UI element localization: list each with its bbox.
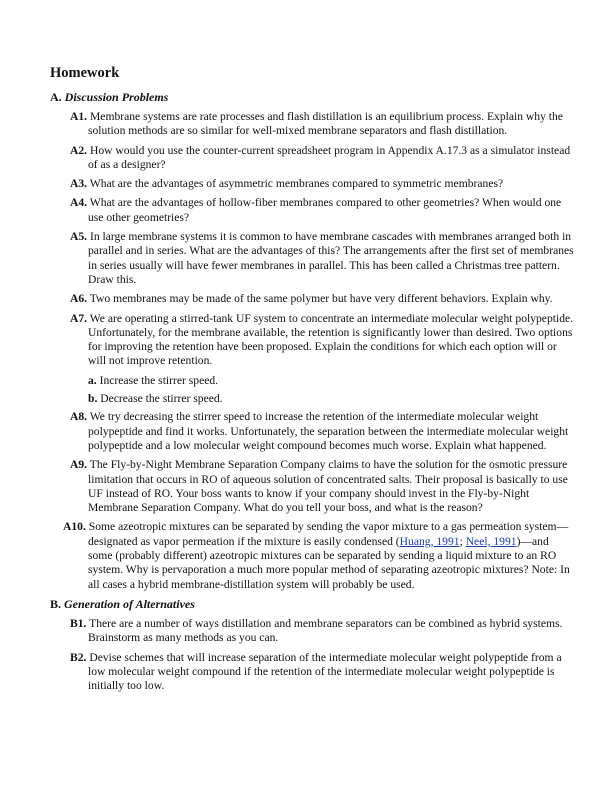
problem-number: A3.	[70, 177, 88, 191]
problem-number: A4.	[70, 196, 88, 210]
problem-number: A10.	[63, 520, 86, 534]
subproblem-a7b	[50, 392, 574, 406]
problem-text: How would you use the counter-current spreadsheet program in Appendix A.17.3 as a simulator instead of as a designer?	[88, 143, 571, 171]
problem-number: A9.	[70, 458, 88, 472]
problem-text: The Fly-by-Night Membrane Separation Company claims to have the solution for the osmotic pressure limitation that occurs in RO of aqueous solution of concentrated salts. Their proposal is basically to use UF instead of RO. Your boss wants to know if your company should invest in the Fly-by-Night Membrane Separation Company. What do you tell your boss, and what is the reason?	[88, 458, 568, 515]
problem-a8	[50, 410, 574, 453]
subproblem-letter: b.	[88, 392, 98, 406]
section-name: Discussion Problems	[64, 90, 169, 104]
problem-text: What are the advantages of hollow-fiber membranes compared to other geometries? When would one use other geometries?	[88, 196, 562, 224]
problem-a4	[50, 196, 574, 225]
citation-link-neel[interactable]: Neel, 1991	[465, 534, 517, 548]
section-heading-b	[50, 597, 574, 612]
subproblem-text: Decrease the stirrer speed.	[100, 392, 223, 406]
problem-text: Membrane systems are rate processes and flash distillation is an equilibrium process. Explain why the solution methods are so similar for well-mixed membrane separators and flash distillation.	[88, 110, 563, 138]
problem-a10	[50, 520, 574, 591]
problem-a1	[50, 110, 574, 139]
problem-text: In large membrane systems it is common to have membrane cascades with membranes arranged both in parallel and in series. What are the advantages of this? The arrangements after the first set of membranes in series usually will have fewer membranes in parallel. This has been called a Christmas tree pattern. Draw this.	[88, 230, 574, 286]
section-letter: B.	[50, 596, 62, 611]
citation-separator: ;	[459, 534, 466, 548]
problem-a5	[50, 230, 574, 287]
subproblem-a7a	[50, 374, 574, 388]
problem-a3	[50, 177, 574, 191]
problem-text-after: )—and some (probably different) azeotropic mixtures can be separated by sending a liquid mixture to an RO system. Why is pervaporation a much more popular method of separating azeotropic mixtures? Note: In all cases a hybrid membrane-distillation system will probably be used.	[88, 534, 570, 591]
section-heading-a	[50, 90, 574, 105]
problem-b2	[50, 651, 574, 694]
problem-number: A1.	[70, 110, 88, 123]
problem-a9	[50, 458, 574, 515]
problem-text: Devise schemes that will increase separation of the intermediate molecular weight polypeptide from a low molecular weight compound if the retention of the intermediate molecular weight polypeptide is initially too low.	[88, 650, 562, 693]
problem-number: A5.	[70, 230, 88, 244]
problem-text: What are the advantages of asymmetric membranes compared to symmetric membranes?	[89, 177, 504, 191]
section-letter: A.	[50, 90, 62, 104]
problem-text: Two membranes may be made of the same polymer but have very different behaviors. Explain why.	[89, 292, 553, 306]
problem-a6	[50, 292, 574, 306]
problem-number: B1.	[70, 616, 87, 630]
subproblem-text: Increase the stirrer speed.	[99, 373, 219, 387]
problem-a7	[50, 312, 574, 369]
problem-text-before: Some azeotropic mixtures can be separated by sending the vapor mixture to a gas permeation system—designated as vapor permeation if the mixture is easily condensed (	[88, 520, 569, 548]
problem-number: A8.	[70, 410, 88, 424]
problem-text: We try decreasing the stirrer speed to increase the retention of the intermediate molecular weight polypeptide and find it works. Unfortunately, the separation between the intermediate molecular weight polypeptide and a low molecular weight compound becomes much worse. Explain what happened.	[88, 410, 569, 452]
problem-b1	[50, 617, 574, 646]
page-title: Homework	[50, 65, 120, 81]
problem-text: We are operating a stirred-tank UF system to concentrate an intermediate molecular weight polypeptide. Unfortunately, for the membrane available, the retention is significantly lower than desired. Two options for improving the retention have been proposed. Explain the conditions for which each option will or will not improve retention.	[88, 311, 574, 368]
problem-a2	[50, 144, 574, 173]
citation-link-huang[interactable]: Huang, 1991	[399, 534, 460, 548]
subproblem-letter: a.	[88, 373, 97, 387]
problem-number: A7.	[70, 311, 88, 325]
problem-number: A2.	[70, 143, 88, 157]
problem-number: B2.	[70, 650, 87, 664]
section-name: Generation of Alternatives	[64, 596, 195, 611]
problem-text: There are a number of ways distillation and membrane separators can be combined as hybrid systems. Brainstorm as many methods as you can.	[88, 616, 563, 645]
problem-number: A6.	[70, 292, 88, 306]
